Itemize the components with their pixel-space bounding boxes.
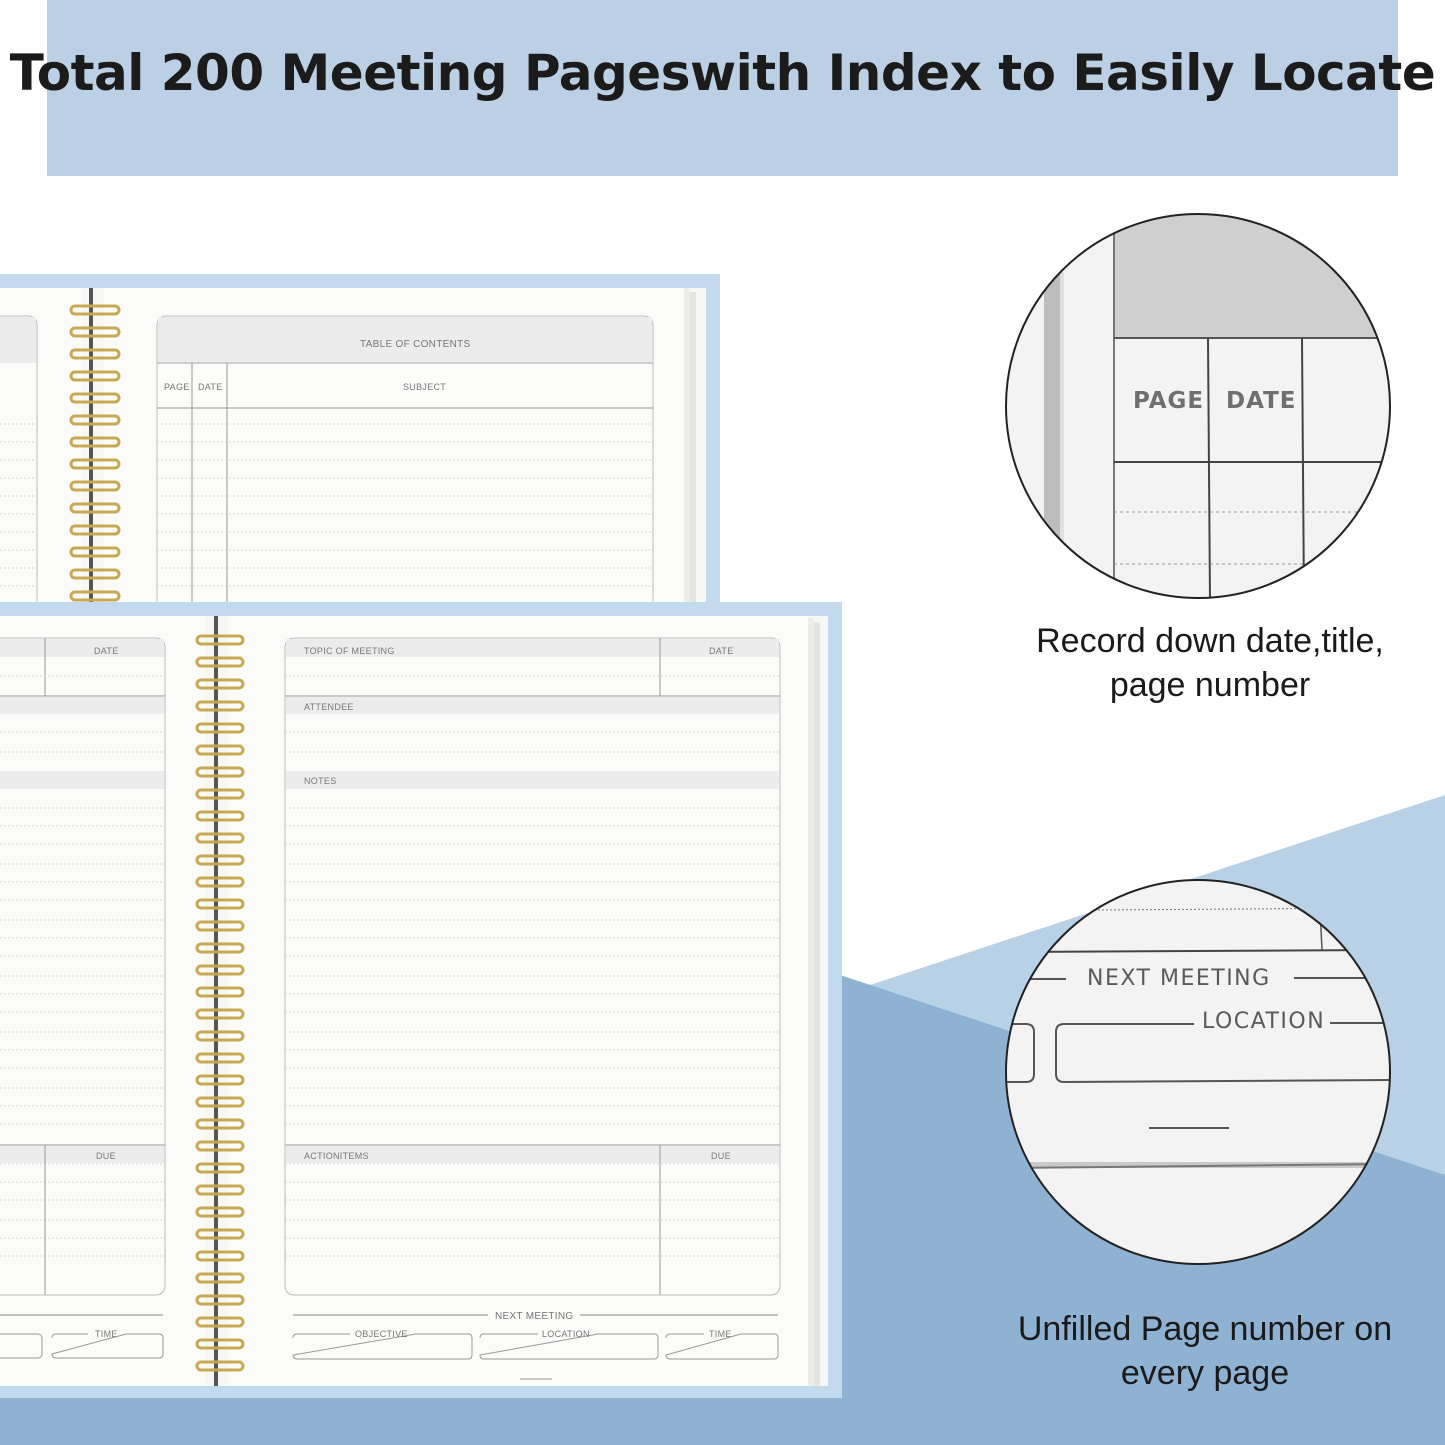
caption-top: [1010, 619, 1410, 707]
location-label: LOCATION: [542, 1329, 590, 1339]
toc-col-subject: SUBJECT: [403, 382, 447, 392]
action-items-label: ACTIONITEMS: [304, 1151, 369, 1161]
caption-bottom-line2: every page: [1120, 1354, 1290, 1392]
header-banner: [9, 0, 1436, 176]
zoom-circle-next-meeting: [1004, 878, 1394, 1268]
caption-top-line1: Record down date,title,: [1036, 622, 1384, 660]
left-due-label: DUE: [96, 1151, 116, 1161]
objective-label: OBJECTIVE: [355, 1329, 408, 1339]
zoom-page-label: PAGE: [1133, 388, 1205, 414]
meeting-notebook: [0, 602, 842, 1398]
caption-bottom-line1: Unfilled Page number on: [1017, 1310, 1393, 1348]
toc-title: TABLE OF CONTENTS: [360, 339, 471, 350]
due-label: DUE: [711, 1151, 731, 1161]
notes-label: NOTES: [304, 776, 337, 786]
banner-title: Total 200 Meeting Pageswith Index to Easily Locate: [9, 44, 1436, 102]
toc-notebook: [0, 274, 720, 604]
toc-col-date: DATE: [198, 382, 223, 392]
caption-top-line2: page number: [1109, 666, 1311, 704]
zoom-date-label: DATE: [1226, 388, 1297, 414]
caption-bottom: [1005, 1307, 1405, 1395]
date-label: DATE: [709, 646, 734, 656]
next-meeting-label: NEXT MEETING: [495, 1311, 574, 1322]
zoom-location-label: LOCATION: [1202, 1009, 1326, 1034]
left-date-label: DATE: [94, 646, 119, 656]
left-time-label: TIME: [95, 1329, 118, 1339]
time-label: TIME: [709, 1329, 732, 1339]
attendee-label: ATTENDEE: [304, 702, 354, 712]
topic-label: TOPIC OF MEETING: [304, 646, 395, 656]
toc-col-page: PAGE: [164, 382, 190, 392]
zoom-next-meeting-label: NEXT MEETING: [1087, 966, 1271, 991]
